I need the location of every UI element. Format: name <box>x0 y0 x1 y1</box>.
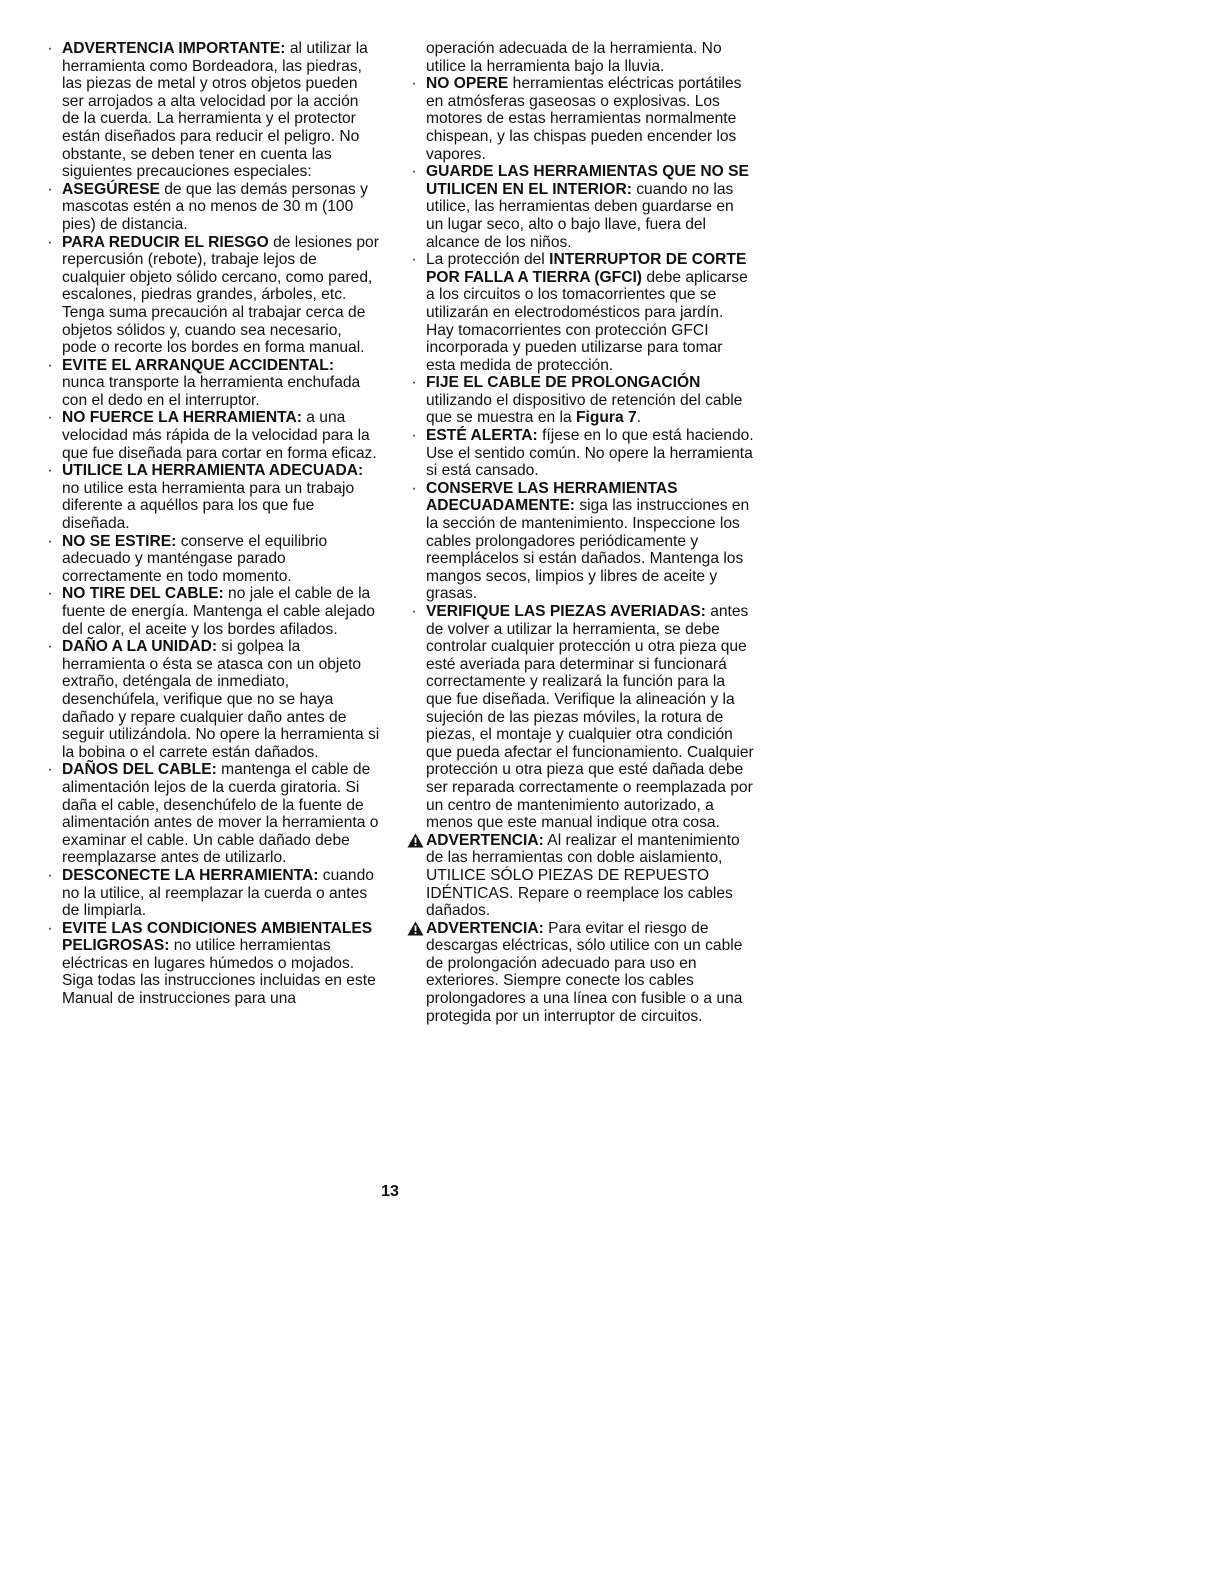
bullet-dot: · <box>47 919 53 937</box>
list-item: · FIJE EL CABLE DE PROLONGACIÓN utilizando el dispositivo de retención del cable que se muestra en la Figura 7. <box>426 374 754 427</box>
page-number: 13 <box>381 1183 399 1200</box>
list-item: · EVITE EL ARRANQUE ACCIDENTAL: nunca transporte la herramienta enchufada con el dedo en el interruptor. <box>62 357 380 410</box>
list-item: · UTILICE LA HERRAMIENTA ADECUADA: no utilice esta herramienta para un trabajo diferente a aquéllos para los que fue diseñada. <box>62 462 380 532</box>
bullet-dot: · <box>411 603 417 620</box>
bullet-dot: · <box>47 40 53 57</box>
bullet-dot: · <box>47 638 53 656</box>
list-item: · DAÑOS DEL CABLE: mantenga el cable de alimentación lejos de la cuerda giratoria. Si daña el cable, desenchúfelo de la fuente de alimentación antes de mover la herramienta o examinar el cable. Un cable dañado debe reemplazarse antes de utilizarlo. <box>62 761 380 867</box>
figure-reference: Figura 7 <box>575 409 637 427</box>
bullet-dot: · <box>47 462 53 480</box>
list-item: · ESTÉ ALERTA: fíjese en lo que está haciendo. Use el sentido común. No opere la herramienta si está cansado. <box>426 427 754 480</box>
bullet-dot: · <box>411 251 417 269</box>
bullet-dot: · <box>47 180 53 198</box>
list-item: · CONSERVE LAS HERRAMIENTAS ADECUADAMENTE: siga las instrucciones en la sección de mantenimiento. Inspeccione los cables prolongadores periódicamente y reemplácelos si están dañados. Mantenga los mangos secos, limpios y libres de aceite y grasas. <box>426 480 754 603</box>
list-item: · NO OPERE herramientas eléctricas portátiles en atmósferas gaseosas o explosivas. Los motores de estas herramientas normalmente chispean, y las chispas pueden encender los vapores. <box>426 75 754 163</box>
bullet-dot: · <box>47 761 53 779</box>
list-item: · VERIFIQUE LAS PIEZAS AVERIADAS: antes de volver a utilizar la herramienta, se debe controlar cualquier protección u otra pieza que esté averiada para determinar si funcionará correctamente y realizará la función para la que fue diseñada. Verifique la alineación y la sujeción de las piezas móviles, la rotura de piezas, el montaje y cualquier otra condición que pueda afectar el funcionamiento. Cualquier protección u otra pieza que esté dañada debe ser reparada correctamente o reemplazada por un centro de mantenimiento autorizado, a menos que este manual indique otra cosa. <box>426 603 754 832</box>
list-item: · ADVERTENCIA IMPORTANTE: al utilizar la herramienta como Bordeadora, las piedras, las piezas de metal y otros objetos pueden ser arrojados a alta velocidad por la acción de la cuerda. La herramienta y el protector están diseñados para reducir el peligro. No obstante, se deben tener en cuenta las siguientes precauciones especiales: <box>62 40 380 181</box>
bullet-dot: · <box>47 866 53 884</box>
list-item: · PARA REDUCIR EL RIESGO de lesiones por repercusión (rebote), trabaje lejos de cualquier objeto sólido cercano, como pared, escalones, piedras grandes, árboles, etc. Tenga suma precaución al trabajar cerca de objetos sólidos y, cuando sea necesario, pode o recorte los bordes en forma manual. <box>62 234 380 357</box>
list-item: · EVITE LAS CONDICIONES AMBIENTALES PELIGROSAS: no utilice herramientas eléctricas en lugares húmedos o mojados. Siga todas las instrucciones incluidas en este Manual de instrucciones para una <box>62 920 380 1008</box>
bullet-dot: · <box>47 585 53 603</box>
list-item: · ASEGÚRESE de que las demás personas y mascotas estén a no menos de 30 m (100 pies) de distancia. <box>62 181 380 234</box>
bullet-dot: · <box>411 479 417 497</box>
list-item: · GUARDE LAS HERRAMIENTAS QUE NO SE UTILICEN EN EL INTERIOR: cuando no las utilice, las herramientas deben guardarse en un lugar seco, alto o bajo llave, fuera del alcance de los niños. <box>426 163 754 251</box>
list-item: · NO FUERCE LA HERRAMIENTA: a una velocidad más rápida de la velocidad para la que fue diseñada para cortar en forma eficaz. <box>62 409 380 462</box>
bullet-dot: · <box>47 356 53 374</box>
bullet-dot: · <box>411 163 417 181</box>
list-item: · DESCONECTE LA HERRAMIENTA: cuando no la utilice, al reemplazar la cuerda o antes de limpiarla. <box>62 867 380 920</box>
list-item: · NO SE ESTIRE: conserve el equilibrio adecuado y manténgase parado correctamente en todo momento. <box>62 533 380 586</box>
right-column <box>411 40 754 1025</box>
list-item: · NO TIRE DEL CABLE: no jale el cable de la fuente de energía. Mantenga el cable alejado del calor, el aceite y los bordes afilados. <box>62 585 380 638</box>
warning-paragraph: ADVERTENCIA: Para evitar el riesgo de descargas eléctricas, sólo utilice con un cable de prolongación adecuado para uso en exteriores. Siempre conecte los cables prolongadores a una línea con fusible o a una protegida por un interruptor de circuitos. <box>426 920 754 1026</box>
bullet-dot: · <box>47 532 53 550</box>
list-item: · La protección del INTERRUPTOR DE CORTE POR FALLA A TIERRA (GFCI) debe aplicarse a los circuitos o los tomacorrientes que se utilizarán en electrodomésticos para jardín. Hay tomacorrientes con protección GFCI incorporada y pueden utilizarse para tomar esta medida de protección. <box>426 251 754 374</box>
bullet-dot: · <box>411 75 417 93</box>
bullet-dot: · <box>411 374 417 392</box>
bullet-dot: · <box>47 409 53 427</box>
bullet-dot: · <box>411 427 417 445</box>
left-column <box>47 40 380 1008</box>
warning-triangle-icon <box>407 921 424 936</box>
list-item: · DAÑO A LA UNIDAD: si golpea la herramienta o ésta se atasca con un objeto extraño, deténgala de inmediato, desenchúfela, verifique que no se haya dañado y repare cualquier daño antes de seguir utilizándola. No opere la herramienta si la bobina o el carrete están dañados. <box>62 638 380 761</box>
continued-text: operación adecuada de la herramienta. No utilice la herramienta bajo la lluvia. <box>426 40 722 75</box>
warning-triangle-icon <box>407 833 424 848</box>
warning-paragraph: ADVERTENCIA: Al realizar el mantenimiento de las herramientas con doble aislamiento, UTILICE SÓLO PIEZAS DE REPUESTO IDÉNTICAS. Repare o reemplace los cables dañados. <box>426 832 754 920</box>
bullet-dot: · <box>47 233 53 251</box>
